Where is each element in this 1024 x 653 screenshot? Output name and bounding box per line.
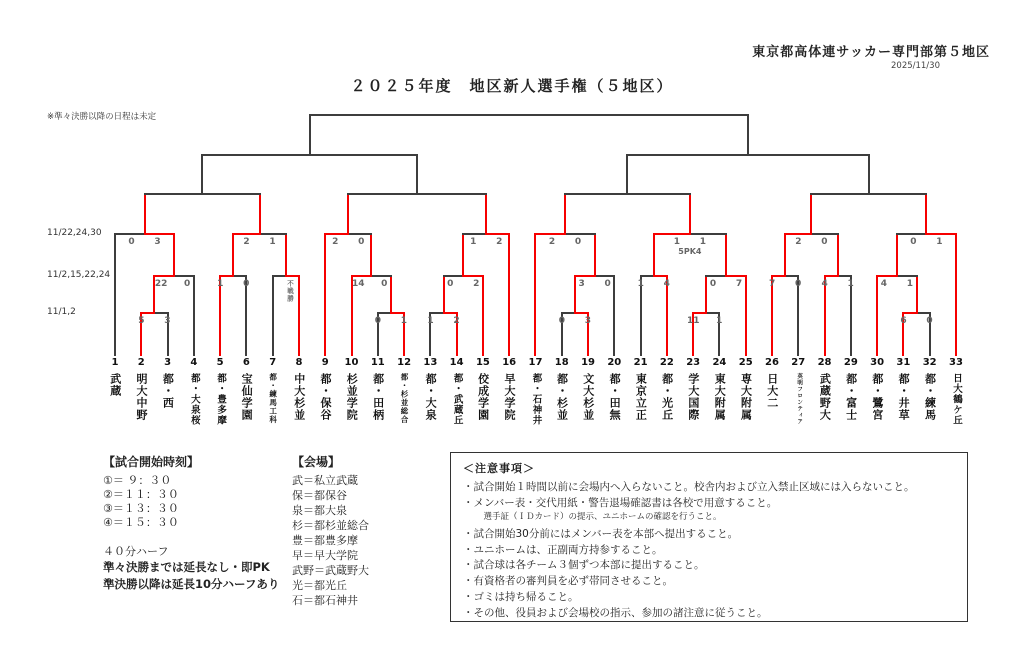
walkover-note: 不戦勝 (285, 280, 294, 303)
team-name: 都・光丘 (660, 373, 674, 421)
bracket-line-winner-horizontal (324, 233, 349, 235)
match-score-right: 1 (699, 237, 707, 247)
bracket-line-winner-vertical (508, 233, 510, 356)
team-name: 宝仙学園 (240, 373, 254, 421)
team-name: 文大杉並 (581, 373, 595, 421)
bracket-line-winner-vertical (298, 275, 300, 356)
bracket-line-horizontal (810, 193, 927, 195)
match-score-right: 0 (243, 279, 250, 289)
match-score-left: 1 (637, 279, 644, 289)
venues-heading: 【会場】 (292, 455, 341, 469)
bracket-line-winner-horizontal (534, 233, 566, 235)
bracket-line-winner-horizontal (574, 275, 596, 277)
match-score-left: 7 (768, 279, 776, 289)
team-number: 33 (948, 357, 963, 368)
team-name: 都・大泉 (424, 373, 438, 421)
bracket-line-vertical (626, 154, 628, 193)
team-name: 都・田柄 (371, 373, 385, 421)
match-score-right: 0 (604, 279, 611, 289)
team-name: 都・西 (161, 373, 175, 409)
team-name: 都・豊多摩 (215, 373, 227, 426)
venue-item: 武野＝武蔵野大 (292, 564, 369, 577)
bracket-line-winner-horizontal (219, 275, 234, 277)
match-score-right: 2 (496, 237, 503, 247)
team-name: 東大附属 (713, 373, 727, 421)
round-date-label: 11/2,15,22,24 (47, 270, 111, 280)
match-score-right: 1 (847, 279, 854, 289)
kickoff-time: ①＝ ９：３０ (103, 474, 172, 487)
team-name: 都・杉並総合 (400, 373, 410, 424)
bracket-line-winner-horizontal (144, 233, 176, 235)
bracket-line-winner-horizontal (153, 275, 175, 277)
bracket-line-winner-horizontal (232, 233, 260, 235)
bracket-line-winner-vertical (653, 233, 655, 275)
bracket-line-winner-vertical (482, 275, 484, 356)
match-score-right: 0 (358, 237, 365, 247)
team-number: 16 (502, 357, 517, 368)
match-score-left: 0 (447, 279, 454, 289)
note-items (463, 479, 955, 620)
bracket-line-winner-vertical (462, 233, 464, 275)
bracket-line-winner-vertical (810, 193, 812, 233)
team-name: 日大鶴ケ丘 (950, 373, 962, 426)
bracket-line-winner-horizontal (443, 312, 458, 314)
note-item: ・試合開始30分前にはメンバー表を本部へ提出すること。 (463, 528, 739, 541)
match-score-right: 3 (154, 237, 161, 247)
team-number: 3 (164, 357, 172, 368)
venue-items (292, 473, 369, 608)
bracket-line-vertical (416, 154, 418, 193)
venue-item: 泉＝都大泉 (292, 504, 347, 517)
bracket-line-winner-horizontal (285, 275, 300, 277)
note-item: ・ゴミは持ち帰ること。 (463, 590, 579, 603)
match-rule: 準々決勝までは延長なし・即PK (103, 560, 270, 574)
match-score-left: 0 (128, 237, 135, 247)
bracket-line-horizontal (347, 193, 487, 195)
bracket-line-winner-vertical (144, 193, 146, 233)
bracket-line-winner-vertical (564, 193, 566, 233)
match-score-left: 3 (578, 279, 585, 289)
bracket-line-horizontal (309, 114, 750, 116)
bracket-line-winner-vertical (725, 233, 727, 275)
bracket-line-winner-vertical (876, 275, 878, 356)
team-name: 杉並学院 (345, 373, 359, 421)
match-score-right: 7 (735, 279, 743, 289)
team-number: 11 (370, 357, 385, 368)
match-score-left: 1 (427, 316, 434, 326)
bracket-line-winner-vertical (390, 275, 392, 312)
team-number: 9 (321, 357, 329, 368)
bracket-line-winner-vertical (955, 233, 957, 356)
match-score-left: 2 (332, 237, 339, 247)
match-score-left: 1 (673, 237, 681, 247)
note-item: ・その他、役員および会場校の指示、参加の諸注意に従うこと。 (463, 606, 768, 619)
match-score-left: 11 (687, 316, 700, 326)
team-name: 中大杉並 (292, 373, 306, 421)
match-score-left: 1 (470, 237, 477, 247)
kickoff-times (103, 474, 279, 530)
header-date: 2025/11/30 (891, 61, 940, 71)
team-number: 18 (554, 357, 569, 368)
bracket-line-winner-horizontal (824, 275, 839, 277)
kickoff-block (103, 453, 279, 592)
team-number: 4 (190, 357, 198, 368)
round-date-label: 11/1,2 (47, 307, 76, 317)
match-score-right: 0 (183, 279, 191, 289)
bracket-line-winner-vertical (837, 233, 839, 275)
venue-item: 保＝都保谷 (292, 489, 347, 502)
match-score-left: 4 (821, 279, 828, 289)
team-name: 日大二 (765, 373, 779, 409)
note-item: ・試合球は各チーム３個ずつ本部に提出すること。 (463, 559, 705, 572)
match-score-right: 1 (936, 237, 943, 247)
bracket-line-vertical (201, 154, 203, 193)
bracket-line-winner-horizontal (462, 275, 484, 277)
bracket-line-winner-vertical (896, 233, 898, 275)
bracket-line-horizontal (201, 154, 418, 156)
team-number: 30 (870, 357, 885, 368)
kickoff-rules (103, 559, 279, 592)
team-name: 英明フロンティア (796, 373, 803, 425)
team-number: 5 (216, 357, 224, 368)
bracket-line-winner-vertical (574, 275, 576, 312)
bracket-line-winner-vertical (745, 275, 747, 356)
bracket-line-winner-horizontal (574, 312, 589, 314)
bracket-line-vertical (309, 114, 311, 154)
bracket-line-winner-vertical (173, 233, 175, 275)
team-number: 20 (607, 357, 622, 368)
bracket-line-winner-vertical (705, 275, 707, 312)
match-score-left: 0 (910, 237, 917, 247)
match-score-right: 0 (381, 279, 388, 289)
team-name: 都・富士 (844, 373, 858, 421)
team-number: 26 (765, 357, 779, 368)
venue-item: 杉＝都杉並総合 (292, 519, 369, 532)
bracket-line-vertical (272, 275, 274, 356)
note-item: ・試合開始１時間以前に会場内へ入らないこと。校舎内および立入禁止区域には入らないこと。 (463, 481, 915, 493)
team-name: 東京立正 (634, 373, 648, 421)
venue-item: 豊＝都豊多摩 (292, 534, 358, 547)
team-name: 都・練馬工科 (268, 373, 278, 424)
match-score-left: 0 (374, 316, 382, 326)
kickoff-heading: 【試合開始時刻】 (103, 455, 200, 469)
match-score-left: 0 (709, 279, 717, 289)
match-rule: 準決勝以降は延長10分ハーフあり (103, 576, 280, 591)
team-number: 27 (791, 357, 806, 368)
bracket-line-winner-horizontal (876, 275, 898, 277)
venues-block (292, 453, 369, 608)
team-name: 早大学院 (502, 373, 516, 421)
bracket-line-winner-horizontal (692, 312, 707, 314)
bracket-line-winner-horizontal (140, 312, 155, 314)
bracket-line-winner-vertical (285, 233, 287, 275)
bracket-line-winner-vertical (485, 193, 487, 233)
match-score-left: 4 (880, 279, 887, 289)
match-score-right: 3 (584, 316, 592, 326)
bracket-line-winner-vertical (324, 233, 326, 356)
bracket-line-winner-vertical (370, 233, 372, 275)
venue-item: 光＝都光丘 (292, 579, 347, 592)
team-number: 21 (633, 357, 648, 368)
match-score-right: 0 (821, 237, 828, 247)
bracket-line-winner-vertical (916, 275, 918, 312)
team-number: 29 (843, 357, 858, 368)
half-length-note: ４０分ハーフ (103, 545, 169, 558)
match-score-right: 4 (663, 279, 670, 289)
bracket-line-winner-horizontal (485, 233, 510, 235)
match-score-left: 5 (138, 316, 145, 326)
bracket-line-winner-horizontal (902, 312, 917, 314)
team-number: 22 (659, 357, 674, 368)
team-name: 都・鷺宮 (870, 373, 884, 421)
match-score-right: 2 (473, 279, 480, 289)
bracket-line-horizontal (564, 193, 691, 195)
team-name: 武蔵 (108, 373, 122, 397)
match-score-right: 0 (794, 279, 802, 289)
bracket-line-winner-vertical (594, 233, 596, 275)
bracket-line-winner-horizontal (784, 233, 812, 235)
bracket-line-winner-vertical (689, 193, 691, 233)
team-name: 武蔵野大 (818, 373, 832, 421)
match-score-right: 1 (906, 279, 913, 289)
match-score-right: 0 (926, 316, 933, 326)
bracket-line-winner-vertical (347, 193, 349, 233)
team-number: 31 (896, 357, 911, 368)
venue-item: 武＝私立武蔵 (292, 474, 358, 487)
team-name: 都・杉並 (555, 373, 569, 421)
bracket-line-vertical (613, 275, 615, 356)
bracket-line-winner-vertical (232, 233, 234, 275)
bracket-line-winner-horizontal (725, 275, 747, 277)
team-name: 佼成学園 (476, 373, 490, 421)
match-score-left: 2 (548, 237, 556, 247)
team-number: 6 (242, 357, 250, 368)
page-title: ２０２５年度 地区新人選手権（５地区） (350, 77, 674, 95)
round-date-label: 11/22,24,30 (47, 228, 102, 238)
bracket-line-vertical (193, 275, 195, 356)
bracket-line-horizontal (144, 193, 261, 195)
venue-item: 石＝都石神井 (292, 594, 358, 607)
team-number: 24 (712, 357, 727, 368)
match-score-right: 1 (716, 316, 723, 326)
venue-item: 早＝早大学院 (292, 549, 358, 562)
bracket-line-winner-vertical (925, 193, 927, 233)
match-score-right: 1 (400, 316, 408, 326)
schedule-note: ※準々決勝以降の日程は未定 (47, 112, 157, 122)
team-name: 都・保谷 (319, 373, 333, 421)
team-name: 都・大泉桜 (188, 373, 200, 426)
team-number: 2 (137, 357, 145, 368)
match-score-left: 2 (795, 237, 802, 247)
kickoff-time: ③＝１３：３０ (103, 502, 179, 515)
bracket-line-winner-vertical (784, 233, 786, 275)
team-number: 25 (738, 357, 753, 368)
bracket-line-winner-horizontal (653, 275, 668, 277)
match-score-right: 1 (269, 237, 276, 247)
team-name: 都・井草 (897, 373, 911, 421)
kickoff-time: ②＝１１：３０ (103, 488, 179, 501)
team-name: 専大附属 (739, 373, 753, 421)
notes-heading: ＜注意事項＞ (463, 462, 535, 475)
team-name: 都・田無 (608, 373, 622, 421)
match-score-left: 14 (351, 279, 365, 289)
header-organization: 東京都高体連サッカー専門部第５地区 (752, 45, 990, 60)
bracket-line-winner-horizontal (351, 275, 373, 277)
team-number: 15 (475, 357, 490, 368)
bracket-line-horizontal (626, 154, 869, 156)
team-number: 7 (269, 357, 277, 368)
team-number: 1 (111, 357, 119, 368)
match-score-left: 6 (900, 316, 907, 326)
team-number: 17 (528, 357, 543, 368)
match-score-right: 0 (574, 237, 582, 247)
note-item: ・ユニホームは、正副両方持参すること。 (463, 543, 663, 556)
team-name: 学大国際 (686, 373, 700, 421)
team-number: 12 (397, 357, 412, 368)
bracket-line-winner-horizontal (653, 233, 691, 235)
bracket-line-vertical (868, 154, 870, 193)
bracket-line-winner-horizontal (925, 233, 957, 235)
team-name: 明大中野 (135, 373, 149, 421)
match-score-left: 22 (154, 279, 168, 289)
match-score-right: 2 (453, 316, 460, 326)
kickoff-time: ④＝１５：３０ (103, 516, 179, 529)
bracket-line-winner-vertical (534, 233, 536, 356)
match-score-right: 3 (164, 316, 171, 326)
team-number: 10 (344, 357, 359, 368)
team-number: 23 (686, 357, 701, 368)
team-number: 8 (295, 357, 303, 368)
notes-box (450, 452, 968, 622)
match-score-left: 0 (558, 316, 566, 326)
match-score-left: 2 (243, 237, 250, 247)
note-item: ・有資格者の審判員を必ず帯同させること。 (463, 575, 673, 588)
team-name: 都・石神井 (530, 373, 542, 426)
note-item: ・メンバー表・交代用紙・警告退場確認書は各校で用意すること。 (463, 496, 778, 509)
bracket-line-winner-horizontal (771, 275, 786, 277)
pk-result-note: 5PK4 (678, 247, 702, 256)
bracket-line-winner-vertical (443, 275, 445, 312)
bracket-line-vertical (114, 233, 116, 356)
team-number: 32 (922, 357, 937, 368)
team-number: 14 (449, 357, 464, 368)
match-score-left: 1 (217, 279, 224, 289)
bracket-line-winner-horizontal (390, 312, 405, 314)
bracket-line-vertical (747, 114, 749, 154)
team-number: 19 (581, 357, 595, 368)
bracket-line-winner-vertical (259, 193, 261, 233)
team-number: 13 (423, 357, 438, 368)
note-item: 選手証（ＩＤカード）の提示、ユニホームの確認を行うこと。 (475, 512, 722, 523)
team-number: 28 (817, 357, 832, 368)
team-name: 都・武蔵丘 (451, 373, 463, 426)
team-name: 都・練馬 (923, 373, 937, 421)
